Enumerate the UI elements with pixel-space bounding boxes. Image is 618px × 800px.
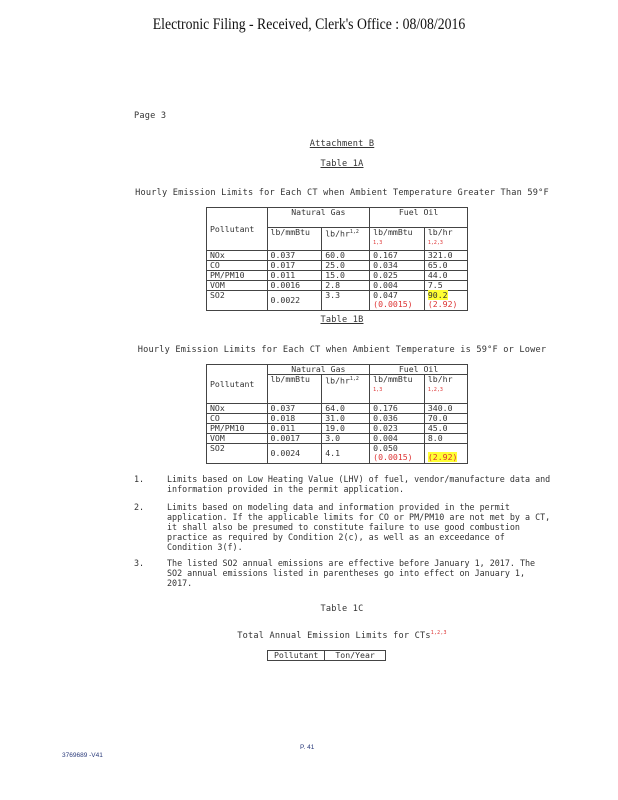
attachment-title: Attachment B (309, 139, 375, 149)
document-id: 3769689 -V41 (62, 752, 103, 759)
table-row: PM/PM10 0.011 15.0 0.025 44.0 (207, 271, 468, 281)
table-1b-caption: Hourly Emission Limits for Each CT when Ambient Temperature is 59°F or Lower (137, 345, 547, 355)
table-row: CO 0.018 31.0 0.036 70.0 (207, 414, 468, 424)
table-1b-label: Table 1B (320, 315, 364, 325)
page-label: Page 3 (134, 111, 167, 121)
highlighted-value: 90.2 (427, 290, 448, 300)
note-1-text: Limits based on Low Heating Value (LHV) of fuel, vendor/manufacture data and information provided in the permit application. (167, 474, 551, 494)
header-fo-lb-hr: lb/hr 1,2,3 (424, 375, 467, 404)
table-row: SO2 0.0022 3.3 0.047 (0.0015) 90.2 (2.92) (207, 291, 468, 311)
header-pollutant: Pollutant (207, 208, 268, 251)
note-2-text: Limits based on modeling data and information provided in the permit application. If the applicable limits for CO or PM/PM10 are not met by a CT, it shall also be presumed to constitute failure to use good combustion practice as required by Condition 2(c), as well as an exceedance of Condition 3(f). (167, 502, 551, 552)
note-3-text: The listed SO2 annual emissions are effective before January 1, 2017. The SO2 annual emissions listed in parentheses go into effect on January 1, 2017. (167, 558, 536, 588)
header-pollutant: Pollutant (207, 365, 268, 404)
note-2-number: 2. (134, 502, 145, 512)
header-ng-lb-hr: lb/hr$^{1,2}$ (322, 228, 370, 251)
header-ng-lb-mmbtu: lb/mmBtu (267, 375, 322, 404)
table-1a-caption: Hourly Emission Limits for Each CT when Ambient Temperature Greater Than 59°F (135, 188, 549, 198)
page-number: P. 41 (300, 744, 315, 751)
header-fo-lb-mmbtu: lb/mmBtu 1,3 (370, 375, 425, 404)
table-1c-caption: Total Annual Emission Limits for CTs$^{1,2,3}$ (237, 630, 447, 641)
table-row: PM/PM10 0.011 19.0 0.023 45.0 (207, 424, 468, 434)
header-natural-gas: Natural Gas (267, 365, 370, 375)
table-row: VOM 0.0017 3.0 0.004 8.0 (207, 434, 468, 444)
table-row: CO 0.017 25.0 0.034 65.0 (207, 261, 468, 271)
table-row: NOx 0.037 60.0 0.167 321.0 (207, 251, 468, 261)
table-1a-label: Table 1A (320, 159, 364, 169)
note-3-number: 3. (134, 558, 145, 568)
header-pollutant: Pollutant (268, 651, 325, 661)
table-row: NOx 0.037 64.0 0.176 340.0 (207, 404, 468, 414)
header-fo-lb-hr: lb/hr 1,2,3 (424, 228, 467, 251)
table-row: SO2 0.0024 4.1 0.050 (0.0015) (2.92) (207, 444, 468, 464)
table-1a (206, 207, 468, 311)
header-fo-lb-mmbtu: lb/mmBtu 1,3 (370, 228, 425, 251)
filing-header: Electronic Filing - Received, Clerk's Office : 08/08/2016 (152, 16, 466, 33)
table-1c (267, 650, 386, 661)
header-natural-gas: Natural Gas (267, 208, 370, 228)
table-row: VOM 0.0016 2.8 0.004 7.5 (207, 281, 468, 291)
header-ton-year: Ton/Year (325, 651, 385, 661)
note-1-number: 1. (134, 474, 145, 484)
header-fuel-oil: Fuel Oil (370, 365, 468, 375)
header-ng-lb-mmbtu: lb/mmBtu (267, 228, 322, 251)
table-1b (206, 364, 468, 464)
header-fuel-oil: Fuel Oil (370, 208, 468, 228)
highlighted-value: (2.92) (427, 452, 458, 462)
table-1c-label: Table 1C (320, 604, 364, 614)
header-ng-lb-hr: lb/hr$^{1,2}$ (322, 375, 370, 404)
